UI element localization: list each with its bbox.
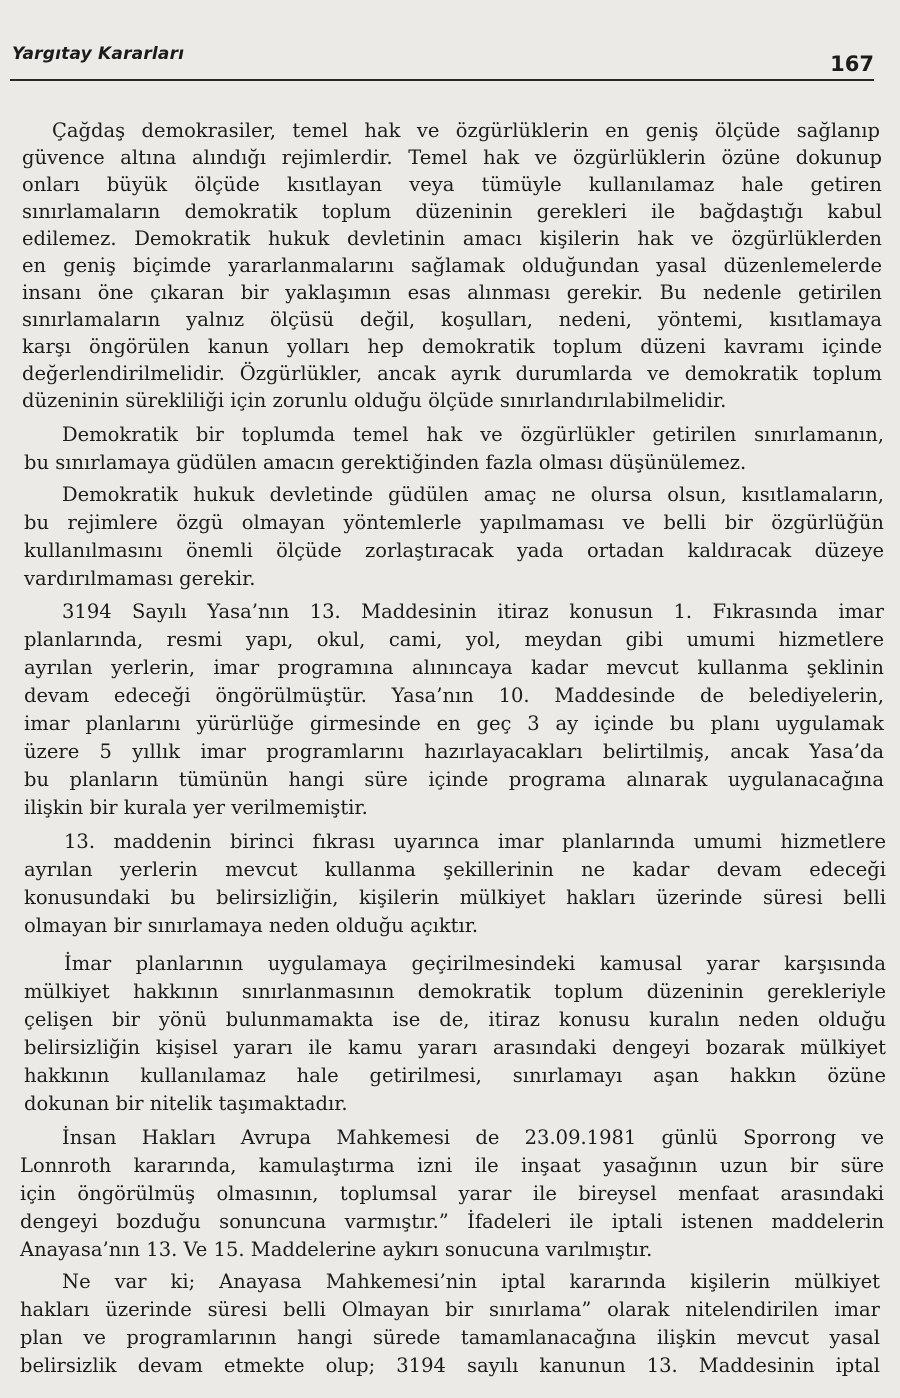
text-line: 3194 Sayılı Yasa’nın 13. Maddesinin itiraz konusun 1. Fıkrasında imar bbox=[62, 600, 884, 623]
text-line: onları büyük ölçüde kısıtlayan veya tümüyle kullanılamaz hale getiren bbox=[22, 173, 882, 196]
text-line: 13. maddenin birinci fıkrası uyarınca imar planlarında umumi hizmetlere bbox=[64, 830, 886, 853]
text-line: İnsan Hakları Avrupa Mahkemesi de 23.09.1981 günlü Sporrong ve bbox=[62, 1126, 884, 1149]
text-line: sınırlamaların demokratik toplum düzeninin gerekleri ile bağdaştığı kabul bbox=[22, 200, 882, 223]
text-line: plan ve programlarının hangi sürede tamamlanacağına ilişkin mevcut yasal bbox=[20, 1326, 880, 1349]
text-line: düzeninin sürekliliği için zorunlu olduğu ölçüde sınırlandırılabilmelidir. bbox=[22, 389, 727, 412]
text-line: dokunan bir nitelik taşımaktadır. bbox=[24, 1092, 348, 1115]
text-line: kullanılmasını önemli ölçüde zorlaştıracak yada ortadan kaldıracak düzeye bbox=[24, 539, 884, 562]
text-line: karşı öngörülen kanun yolları hep demokratik toplum düzeni kavramı içinde bbox=[22, 335, 882, 358]
text-line: sınırlamaların yalnız ölçüsü değil, koşulları, nedeni, yöntemi, kısıtlamaya bbox=[22, 308, 882, 331]
text-line: konusundaki bu belirsizliğin, kişilerin mülkiyet hakları üzerinde süresi belli bbox=[24, 886, 886, 909]
text-line: bu rejimlere özgü olmayan yöntemlerle yapılmaması ve belli bir özgürlüğün bbox=[24, 511, 884, 534]
text-line: çelişen bir yönü bulunmamakta ise de, itiraz konusu kuralın neden olduğu bbox=[24, 1008, 886, 1031]
text-line: üzere 5 yıllık imar programlarını hazırlayacakları belirtilmiş, ancak Yasa’da bbox=[24, 740, 884, 763]
text-line: devam edeceği öngörülmüştür. Yasa’nın 10. Maddesinde de belediyelerin, bbox=[24, 684, 884, 707]
text-line: vardırılmaması gerekir. bbox=[24, 567, 256, 590]
text-line: Çağdaş demokrasiler, temel hak ve özgürlüklerin en geniş ölçüde sağlanıp bbox=[52, 119, 880, 142]
text-line: bu sınırlamaya güdülen amacın gerektiğinden fazla olması düşünülemez. bbox=[24, 451, 747, 474]
text-line: en geniş biçimde yararlanmalarını sağlamak olduğundan yasal düzenlemelerde bbox=[22, 254, 882, 277]
text-line: ayrılan yerlerin mevcut kullanma şekillerinin ne kadar devam edeceği bbox=[24, 858, 886, 881]
text-line: ilişkin bir kurala yer verilmemiştir. bbox=[24, 796, 368, 819]
text-line: bu planların tümünün hangi süre içinde programa alınarak uygulanacağına bbox=[24, 768, 884, 791]
text-line: insanı öne çıkaran bir yaklaşımın esas alınması gerekir. Bu nedenle getirilen bbox=[22, 281, 882, 304]
text-line: mülkiyet hakkının sınırlanmasının demokratik toplum düzeninin gerekleriyle bbox=[24, 980, 886, 1003]
page-number: 167 bbox=[830, 52, 874, 76]
text-line: imar planlarını yürürlüğe girmesinde en geç 3 ay içinde bu planı uygulamak bbox=[24, 712, 884, 735]
header-rule bbox=[10, 79, 874, 81]
text-line: planlarında, resmi yapı, okul, cami, yol, meydan gibi umumi hizmetlere bbox=[24, 628, 884, 651]
text-line: için öngörülmüş olmasının, toplumsal yarar ile bireysel menfaat arasındaki bbox=[20, 1182, 884, 1205]
text-line: İmar planlarının uygulamaya geçirilmesindeki kamusal yarar karşısında bbox=[64, 952, 886, 975]
text-line: Ne var ki; Anayasa Mahkemesi’nin iptal kararında kişilerin mülkiyet bbox=[62, 1270, 880, 1293]
text-line: Demokratik hukuk devletinde güdülen amaç ne olursa olsun, kısıtlamaların, bbox=[62, 483, 884, 506]
text-line: olmayan bir sınırlamaya neden olduğu açıktır. bbox=[24, 914, 479, 937]
text-line: Demokratik bir toplumda temel hak ve özgürlükler getirilen sınırlamanın, bbox=[62, 423, 884, 446]
text-line: ayrılan yerlerin, imar programına alınıncaya kadar mevcut kullanma şeklinin bbox=[24, 656, 884, 679]
text-line: değerlendirilmelidir. Özgürlükler, ancak ayrık durumlarda ve demokratik toplum bbox=[22, 362, 882, 385]
text-line: hakları üzerinde süresi belli Olmayan bir sınırlama” olarak nitelendirilen imar bbox=[20, 1298, 880, 1321]
text-line: belirsizlik devam etmekte olup; 3194 sayılı kanunun 13. Maddesinin iptal bbox=[20, 1354, 880, 1377]
text-line: belirsizliğin kişisel yararı ile kamu yararı arasındaki dengeyi bozarak mülkiyet bbox=[24, 1036, 886, 1059]
text-line: güvence altına alındığı rejimlerdir. Temel hak ve özgürlüklerin özüne dokunup bbox=[22, 146, 882, 169]
text-line: Lonnroth kararında, kamulaştırma izni ile inşaat yasağının uzun bir süre bbox=[20, 1154, 884, 1177]
text-line: edilemez. Demokratik hukuk devletinin amacı kişilerin hak ve özgürlüklerden bbox=[22, 227, 882, 250]
text-line: Anayasa’nın 13. Ve 15. Maddelerine aykırı sonucuna varılmıştır. bbox=[20, 1238, 653, 1261]
text-line: hakkının kullanılamaz hale getirilmesi, sınırlamayı aşan hakkın özüne bbox=[24, 1064, 886, 1087]
running-title: Yargıtay Kararları bbox=[12, 44, 185, 64]
text-line: dengeyi bozduğu sonuncuna varmıştır.” İfadeleri ile iptali istenen maddelerin bbox=[20, 1210, 884, 1233]
